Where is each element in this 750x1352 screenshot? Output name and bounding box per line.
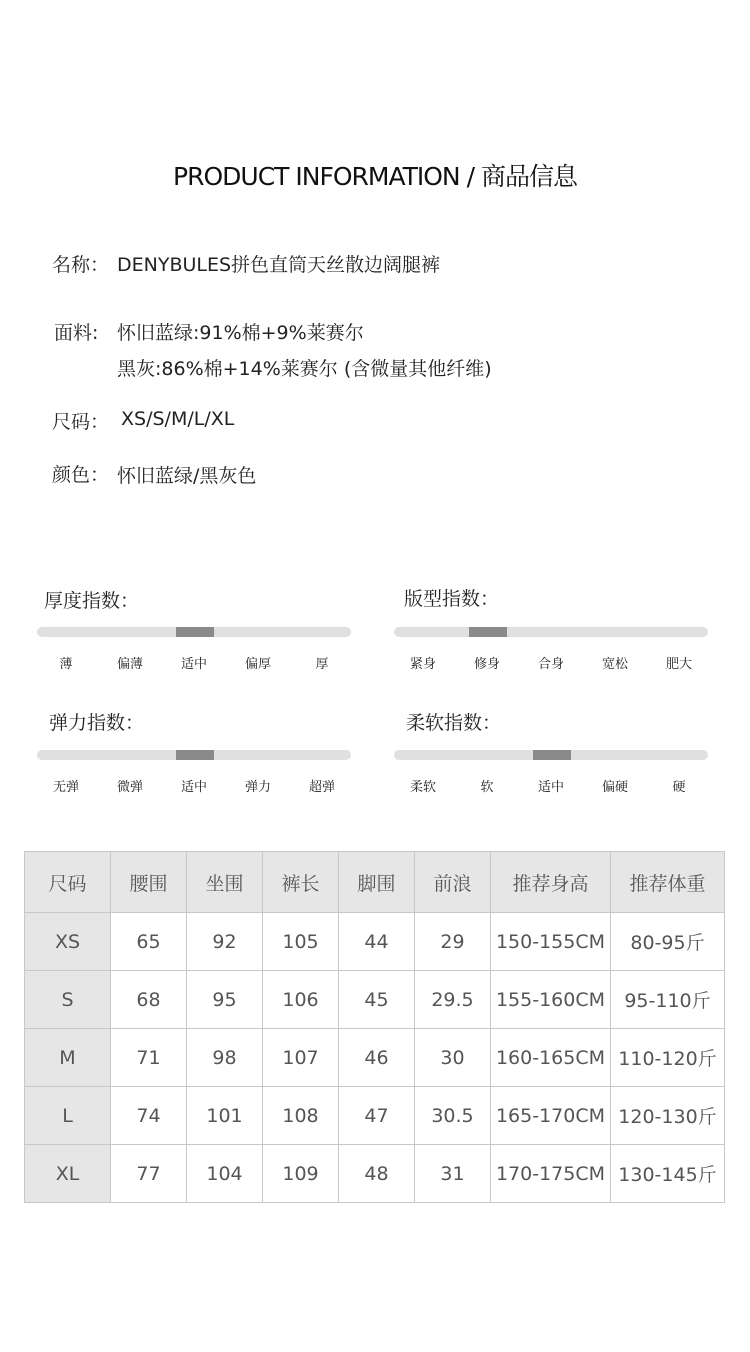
table-cell: 105 [263,913,339,971]
table-cell: 150-155CM [491,913,611,971]
table-cell: 30.5 [415,1087,491,1145]
table-cell: 29 [415,913,491,971]
table-cell: 130-145斤 [611,1145,725,1203]
index-tick-label: 无弹 [52,780,79,795]
fabric-line-2: 黑灰:86%棉+14%莱赛尔 (含微量其他纤维) [117,358,492,380]
size-table [24,851,725,1203]
table-row [25,971,725,1029]
table-cell: 80-95斤 [611,913,725,971]
column-header: 腰围 [111,852,187,913]
table-cell: 30 [415,1029,491,1087]
size-cell: M [25,1029,111,1087]
table-cell: 68 [111,971,187,1029]
table-cell: 160-165CM [491,1029,611,1087]
column-header: 脚围 [339,852,415,913]
column-header: 推荐身高 [491,852,611,913]
index-title: 弹力指数： [49,712,145,734]
index-tick-label: 偏薄 [116,657,143,672]
index-tick-label: 厚 [315,657,329,672]
index-tick-label: 超弹 [308,780,335,795]
size-cell: L [25,1087,111,1145]
index-track [394,627,708,637]
table-cell: 165-170CM [491,1087,611,1145]
index-tick-label: 薄 [59,657,73,672]
table-cell: 46 [339,1029,415,1087]
table-cell: 47 [339,1087,415,1145]
table-cell: 77 [111,1145,187,1203]
index-tick-label: 合身 [537,657,564,672]
table-cell: 71 [111,1029,187,1087]
index-track [37,750,351,760]
index-track [37,627,351,637]
index-marker [176,627,214,637]
size-cell: XS [25,913,111,971]
table-cell: 101 [187,1087,263,1145]
table-row [25,1145,725,1203]
index-track [394,750,708,760]
table-cell: 106 [263,971,339,1029]
index-tick-label: 肥大 [665,657,692,672]
table-cell: 170-175CM [491,1145,611,1203]
index-tick-label: 适中 [180,780,207,795]
table-cell: 110-120斤 [611,1029,725,1087]
index-tick-label: 软 [480,780,494,795]
table-cell: 109 [263,1145,339,1203]
column-header: 推荐体重 [611,852,725,913]
index-tick-label: 微弹 [116,780,143,795]
table-cell: 45 [339,971,415,1029]
color-label: 颜色： [52,464,110,486]
table-cell: 48 [339,1145,415,1203]
column-header: 坐围 [187,852,263,913]
index-tick-label: 硬 [672,780,686,795]
index-marker [533,750,571,760]
table-cell: 108 [263,1087,339,1145]
index-tick-label: 宽松 [601,657,628,672]
table-cell: 104 [187,1145,263,1203]
index-tick-label: 偏厚 [244,657,271,672]
fabric-label: 面料: [54,322,99,344]
index-tick-label: 柔软 [409,780,436,795]
table-cell: 74 [111,1087,187,1145]
page-title: PRODUCT INFORMATION / 商品信息 [173,162,577,191]
table-cell: 29.5 [415,971,491,1029]
column-header: 裤长 [263,852,339,913]
index-marker [469,627,507,637]
table-cell: 95 [187,971,263,1029]
table-cell: 31 [415,1145,491,1203]
size-cell: S [25,971,111,1029]
index-tick-label: 紧身 [409,657,436,672]
index-tick-label: 修身 [473,657,500,672]
index-tick-label: 弹力 [244,780,271,795]
table-cell: 155-160CM [491,971,611,1029]
table-cell: 44 [339,913,415,971]
table-cell: 120-130斤 [611,1087,725,1145]
index-tick-label: 适中 [180,657,207,672]
color-value: 怀旧蓝绿/黑灰色 [117,465,257,487]
table-cell: 65 [111,913,187,971]
index-tick-label: 适中 [537,780,564,795]
index-title: 版型指数： [404,588,500,610]
table-cell: 98 [187,1029,263,1087]
table-cell: 92 [187,913,263,971]
table-body [25,913,725,1203]
size-cell: XL [25,1145,111,1203]
fabric-line-1: 怀旧蓝绿:91%棉+9%莱赛尔 [117,322,364,344]
column-header: 尺码 [25,852,111,913]
index-tick-label: 偏硬 [601,780,628,795]
table-row [25,1087,725,1145]
index-marker [176,750,214,760]
name-value: DENYBULES拼色直筒天丝散边阔腿裤 [117,254,441,276]
table-header-row [25,852,725,913]
table-cell: 95-110斤 [611,971,725,1029]
index-title: 柔软指数： [406,712,502,734]
table-row [25,913,725,971]
table-cell: 107 [263,1029,339,1087]
name-label: 名称： [52,254,110,276]
size-value: XS/S/M/L/XL [121,408,235,430]
size-label: 尺码： [52,411,110,433]
column-header: 前浪 [415,852,491,913]
table-row [25,1029,725,1087]
index-title: 厚度指数： [44,590,140,612]
